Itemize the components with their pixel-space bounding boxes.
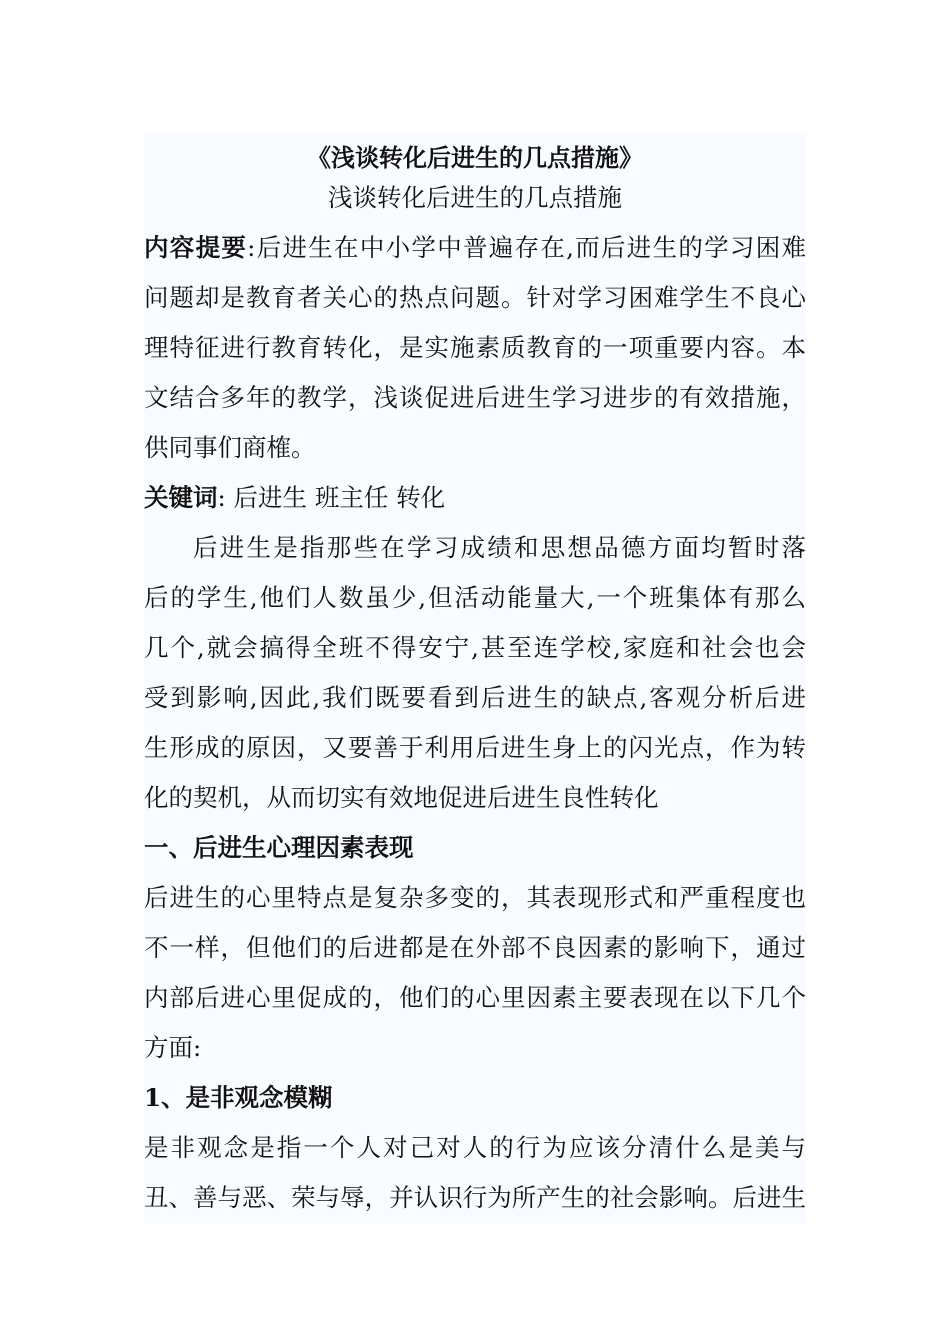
intro-line-6: 化的契机，从而切实有效地促进后进生良性转化 xyxy=(144,783,659,812)
abstract-line-1 xyxy=(144,223,806,273)
section-1-line-4: 方面: xyxy=(144,1033,202,1062)
intro-line-2: 后的学生,他们人数虽少,但活动能量大,一个班集体有那么 xyxy=(144,583,806,612)
section-1-heading: 一、后进生心理因素表现 xyxy=(144,833,414,862)
document-title: 浅谈转化后进生的几点措施 xyxy=(328,183,622,212)
abstract-text: :后进生在中小学中普遍存在,而后进生的学习困难 xyxy=(247,233,806,262)
section-1-line-1: 后进生的心里特点是复杂多变的，其表现形式和严重程度也 xyxy=(144,883,806,912)
intro-line-4: 受到影响,因此,我们既要看到后进生的缺点,客观分析后进 xyxy=(144,683,806,712)
subsection-1-heading: 1、是非观念模糊 xyxy=(144,1083,333,1112)
keywords-label: 关键词 xyxy=(144,483,218,512)
abstract-line-4: 文结合多年的教学，浅谈促进后进生学习进步的有效措施， xyxy=(144,383,806,412)
document-title-bold: 《浅谈转化后进生的几点措施》 xyxy=(307,143,643,172)
subsection-1-line-1: 是非观念是指一个人对己对人的行为应该分清什么是美与 xyxy=(144,1133,806,1162)
subsection-1-line-2: 丑、善与恶、荣与辱，并认识行为所产生的社会影响。后进生 xyxy=(144,1183,806,1212)
abstract-label: 内容提要 xyxy=(144,233,248,262)
intro-line-3: 几个,就会搞得全班不得安宁,甚至连学校,家庭和社会也会 xyxy=(144,633,806,662)
abstract-line-2: 问题却是教育者关心的热点问题。针对学习困难学生不良心 xyxy=(144,283,806,312)
keywords-text: : 后进生 班主任 转化 xyxy=(217,483,446,512)
keywords-line xyxy=(144,473,806,523)
intro-line-1: 后进生是指那些在学习成绩和思想品德方面均暂时落 xyxy=(193,533,806,562)
intro-line-5: 生形成的原因，又要善于利用后进生身上的闪光点，作为转 xyxy=(144,733,806,762)
abstract-line-3: 理特征进行教育转化，是实施素质教育的一项重要内容。本 xyxy=(144,333,806,362)
document-page xyxy=(144,133,806,1223)
abstract-line-5: 供同事们商榷。 xyxy=(144,433,316,462)
section-1-line-2: 不一样，但他们的后进都是在外部不良因素的影响下，通过 xyxy=(144,933,806,962)
section-1-line-3: 内部后进心里促成的，他们的心里因素主要表现在以下几个 xyxy=(144,983,806,1012)
